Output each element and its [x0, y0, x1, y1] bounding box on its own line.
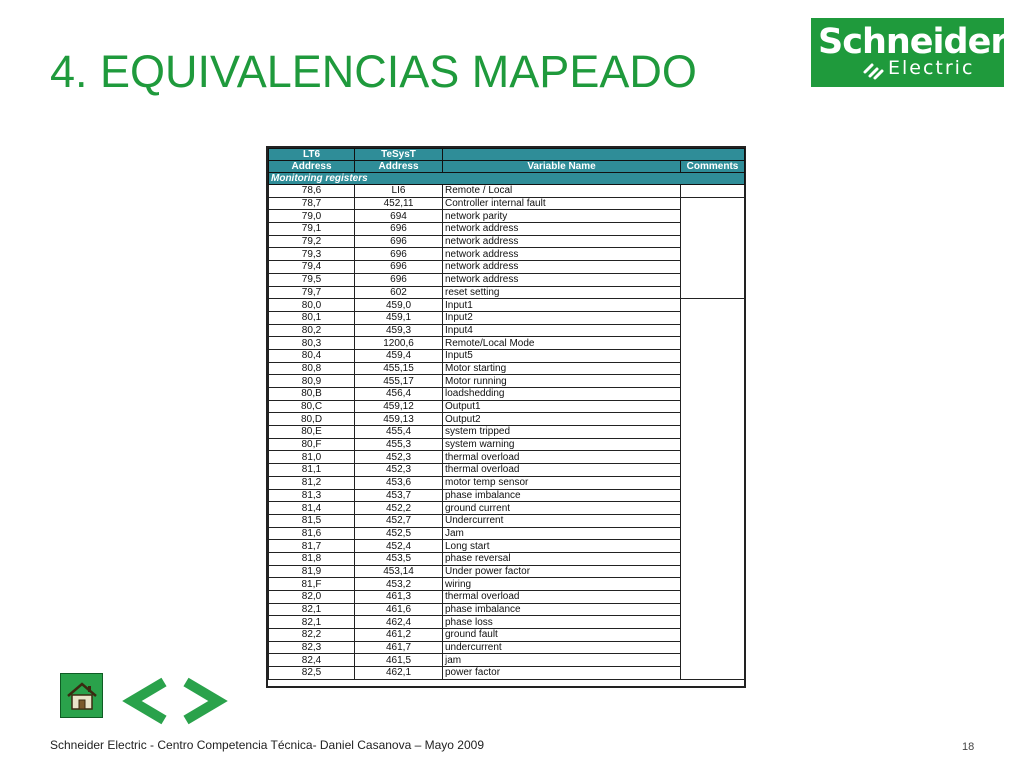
- variable-name-cell: ground fault: [443, 629, 681, 642]
- tesyst-address-cell: 453,5: [355, 552, 443, 565]
- variable-name-cell: Input5: [443, 349, 681, 362]
- lt6-address-cell: 81,1: [269, 464, 355, 477]
- lt6-address-cell: 80,1: [269, 311, 355, 324]
- table-row: [269, 375, 745, 388]
- table-row: [269, 552, 745, 565]
- lt6-address-cell: 80,3: [269, 337, 355, 350]
- tesyst-address-cell: 602: [355, 286, 443, 299]
- tesyst-address-cell: 453,6: [355, 476, 443, 489]
- variable-name-cell: phase imbalance: [443, 603, 681, 616]
- tesyst-address-cell: 452,11: [355, 197, 443, 210]
- variable-name-cell: Motor running: [443, 375, 681, 388]
- table-row: [269, 489, 745, 502]
- chevron-left-icon[interactable]: [132, 682, 164, 720]
- tesyst-address-cell: 452,2: [355, 502, 443, 515]
- tesyst-address-cell: 455,3: [355, 438, 443, 451]
- header-lt6-address: Address: [269, 161, 355, 173]
- tesyst-address-cell: 453,2: [355, 578, 443, 591]
- lt6-address-cell: 82,1: [269, 616, 355, 629]
- tesyst-address-cell: 461,5: [355, 654, 443, 667]
- table-row: [269, 654, 745, 667]
- variable-name-cell: phase reversal: [443, 552, 681, 565]
- tesyst-address-cell: 452,4: [355, 540, 443, 553]
- table-row: [269, 185, 745, 198]
- table-row: [269, 426, 745, 439]
- table-row: [269, 349, 745, 362]
- variable-name-cell: phase loss: [443, 616, 681, 629]
- tesyst-address-cell: 696: [355, 273, 443, 286]
- variable-name-cell: Input4: [443, 324, 681, 337]
- header-tesyst-address: Address: [355, 161, 443, 173]
- variable-name-cell: Output2: [443, 413, 681, 426]
- variable-name-cell: Remote / Local: [443, 185, 681, 198]
- variable-name-cell: system warning: [443, 438, 681, 451]
- table-row: [269, 514, 745, 527]
- lt6-address-cell: 81,8: [269, 552, 355, 565]
- table-row: [269, 565, 745, 578]
- lt6-address-cell: 81,4: [269, 502, 355, 515]
- variable-name-cell: Remote/Local Mode: [443, 337, 681, 350]
- tesyst-address-cell: 456,4: [355, 388, 443, 401]
- variable-name-cell: Jam: [443, 527, 681, 540]
- logo-name: Schneider: [818, 22, 1007, 62]
- lt6-address-cell: 80,E: [269, 426, 355, 439]
- tesyst-address-cell: 696: [355, 235, 443, 248]
- tesyst-address-cell: 462,4: [355, 616, 443, 629]
- schneider-logo: [811, 18, 1007, 87]
- tesyst-address-cell: 461,3: [355, 591, 443, 604]
- lt6-address-cell: 82,4: [269, 654, 355, 667]
- tesyst-address-cell: 462,1: [355, 667, 443, 680]
- table-row: [269, 337, 745, 350]
- header-comments: Comments: [681, 161, 745, 173]
- slide-title: 4. EQUIVALENCIAS MAPEADO: [50, 46, 697, 97]
- table-row: [269, 324, 745, 337]
- tesyst-address-cell: 453,7: [355, 489, 443, 502]
- section-row: [269, 173, 745, 185]
- variable-name-cell: thermal overload: [443, 464, 681, 477]
- lt6-address-cell: 79,4: [269, 261, 355, 274]
- nav-arrows: [118, 676, 230, 726]
- header-variable-name: Variable Name: [443, 161, 681, 173]
- variable-name-cell: system tripped: [443, 426, 681, 439]
- lt6-address-cell: 82,2: [269, 629, 355, 642]
- variable-name-cell: undercurrent: [443, 641, 681, 654]
- variable-name-cell: phase imbalance: [443, 489, 681, 502]
- lt6-address-cell: 79,3: [269, 248, 355, 261]
- variable-name-cell: Controller internal fault: [443, 197, 681, 210]
- variable-name-cell: wiring: [443, 578, 681, 591]
- nav-arrows-svg: [118, 676, 230, 726]
- tesyst-address-cell: 461,7: [355, 641, 443, 654]
- variable-name-cell: Output1: [443, 400, 681, 413]
- table-row: [269, 464, 745, 477]
- table-row: [269, 667, 745, 680]
- table-row: [269, 629, 745, 642]
- variable-name-cell: reset setting: [443, 286, 681, 299]
- tesyst-address-cell: 461,6: [355, 603, 443, 616]
- lt6-address-cell: 81,7: [269, 540, 355, 553]
- lt6-address-cell: 78,7: [269, 197, 355, 210]
- register-table-body: [269, 185, 745, 680]
- house-icon: [65, 679, 99, 713]
- tesyst-address-cell: 455,15: [355, 362, 443, 375]
- lt6-address-cell: 80,9: [269, 375, 355, 388]
- lt6-address-cell: 82,3: [269, 641, 355, 654]
- lt6-address-cell: 81,9: [269, 565, 355, 578]
- lt6-address-cell: 79,1: [269, 223, 355, 236]
- table-row: [269, 299, 745, 312]
- table-row: [269, 476, 745, 489]
- table-row: [269, 502, 745, 515]
- table-row: [269, 197, 745, 210]
- lt6-address-cell: 79,7: [269, 286, 355, 299]
- tesyst-address-cell: 452,7: [355, 514, 443, 527]
- variable-name-cell: ground current: [443, 502, 681, 515]
- tesyst-address-cell: 455,17: [355, 375, 443, 388]
- lt6-address-cell: 80,F: [269, 438, 355, 451]
- header-row-2: [269, 161, 745, 173]
- table-row: [269, 578, 745, 591]
- header-blank: [443, 149, 745, 161]
- tesyst-address-cell: 694: [355, 210, 443, 223]
- lt6-address-cell: 81,3: [269, 489, 355, 502]
- lt6-address-cell: 80,8: [269, 362, 355, 375]
- tesyst-address-cell: 452,5: [355, 527, 443, 540]
- logo-sub: Electric: [888, 57, 975, 79]
- lt6-address-cell: 78,6: [269, 185, 355, 198]
- lt6-address-cell: 79,2: [269, 235, 355, 248]
- comments-cell: [681, 299, 745, 680]
- variable-name-cell: network address: [443, 273, 681, 286]
- table-row: [269, 261, 745, 274]
- variable-name-cell: network address: [443, 235, 681, 248]
- lt6-address-cell: 81,5: [269, 514, 355, 527]
- lt6-address-cell: 80,4: [269, 349, 355, 362]
- variable-name-cell: Long start: [443, 540, 681, 553]
- tesyst-address-cell: 459,1: [355, 311, 443, 324]
- header-row-1: [269, 149, 745, 161]
- tesyst-address-cell: 459,12: [355, 400, 443, 413]
- tesyst-address-cell: 461,2: [355, 629, 443, 642]
- tesyst-address-cell: 453,14: [355, 565, 443, 578]
- variable-name-cell: Motor starting: [443, 362, 681, 375]
- table-row: [269, 273, 745, 286]
- lt6-address-cell: 82,5: [269, 667, 355, 680]
- table-row: [269, 223, 745, 236]
- tesyst-address-cell: LI6: [355, 185, 443, 198]
- variable-name-cell: motor temp sensor: [443, 476, 681, 489]
- logo-mark-icon: [862, 58, 886, 82]
- variable-name-cell: loadshedding: [443, 388, 681, 401]
- variable-name-cell: jam: [443, 654, 681, 667]
- lt6-address-cell: 79,0: [269, 210, 355, 223]
- table-row: [269, 540, 745, 553]
- header-tesyst: TeSysT: [355, 149, 443, 161]
- tesyst-address-cell: 696: [355, 223, 443, 236]
- table-row: [269, 311, 745, 324]
- home-button[interactable]: [60, 673, 103, 718]
- lt6-address-cell: 80,D: [269, 413, 355, 426]
- tesyst-address-cell: 696: [355, 261, 443, 274]
- register-table-frame: [266, 146, 746, 688]
- variable-name-cell: network address: [443, 261, 681, 274]
- variable-name-cell: Input2: [443, 311, 681, 324]
- lt6-address-cell: 81,6: [269, 527, 355, 540]
- variable-name-cell: thermal overload: [443, 451, 681, 464]
- table-row: [269, 400, 745, 413]
- tesyst-address-cell: 459,13: [355, 413, 443, 426]
- lt6-address-cell: 80,2: [269, 324, 355, 337]
- tesyst-address-cell: 1200,6: [355, 337, 443, 350]
- table-row: [269, 210, 745, 223]
- lt6-address-cell: 80,B: [269, 388, 355, 401]
- table-row: [269, 527, 745, 540]
- tesyst-address-cell: 459,4: [355, 349, 443, 362]
- tesyst-address-cell: 459,0: [355, 299, 443, 312]
- tesyst-address-cell: 452,3: [355, 451, 443, 464]
- section-monitoring-registers: Monitoring registers: [269, 173, 745, 185]
- table-row: [269, 438, 745, 451]
- lt6-address-cell: 82,0: [269, 591, 355, 604]
- table-row: [269, 641, 745, 654]
- table-row: [269, 603, 745, 616]
- lt6-address-cell: 81,2: [269, 476, 355, 489]
- variable-name-cell: Under power factor: [443, 565, 681, 578]
- tesyst-address-cell: 459,3: [355, 324, 443, 337]
- variable-name-cell: Undercurrent: [443, 514, 681, 527]
- table-row: [269, 235, 745, 248]
- table-row: [269, 451, 745, 464]
- tesyst-address-cell: 455,4: [355, 426, 443, 439]
- table-row: [269, 286, 745, 299]
- variable-name-cell: network address: [443, 223, 681, 236]
- variable-name-cell: power factor: [443, 667, 681, 680]
- variable-name-cell: thermal overload: [443, 591, 681, 604]
- lt6-address-cell: 80,C: [269, 400, 355, 413]
- lt6-address-cell: 79,5: [269, 273, 355, 286]
- comments-cell: [681, 185, 745, 198]
- lt6-address-cell: 81,F: [269, 578, 355, 591]
- variable-name-cell: Input1: [443, 299, 681, 312]
- table-row: [269, 413, 745, 426]
- tesyst-address-cell: 696: [355, 248, 443, 261]
- register-table: [268, 148, 745, 680]
- lt6-address-cell: 82,1: [269, 603, 355, 616]
- table-row: [269, 591, 745, 604]
- lt6-address-cell: 81,0: [269, 451, 355, 464]
- tesyst-address-cell: 452,3: [355, 464, 443, 477]
- table-row: [269, 362, 745, 375]
- variable-name-cell: network parity: [443, 210, 681, 223]
- page-number: 18: [962, 741, 975, 753]
- table-row: [269, 616, 745, 629]
- lt6-address-cell: 80,0: [269, 299, 355, 312]
- table-row: [269, 388, 745, 401]
- variable-name-cell: network address: [443, 248, 681, 261]
- comments-cell: [681, 197, 745, 299]
- chevron-right-icon[interactable]: [186, 682, 218, 720]
- footer-text: Schneider Electric - Centro Competencia Técnica- Daniel Casanova – Mayo 2009: [50, 738, 484, 752]
- header-lt6: LT6: [269, 149, 355, 161]
- table-row: [269, 248, 745, 261]
